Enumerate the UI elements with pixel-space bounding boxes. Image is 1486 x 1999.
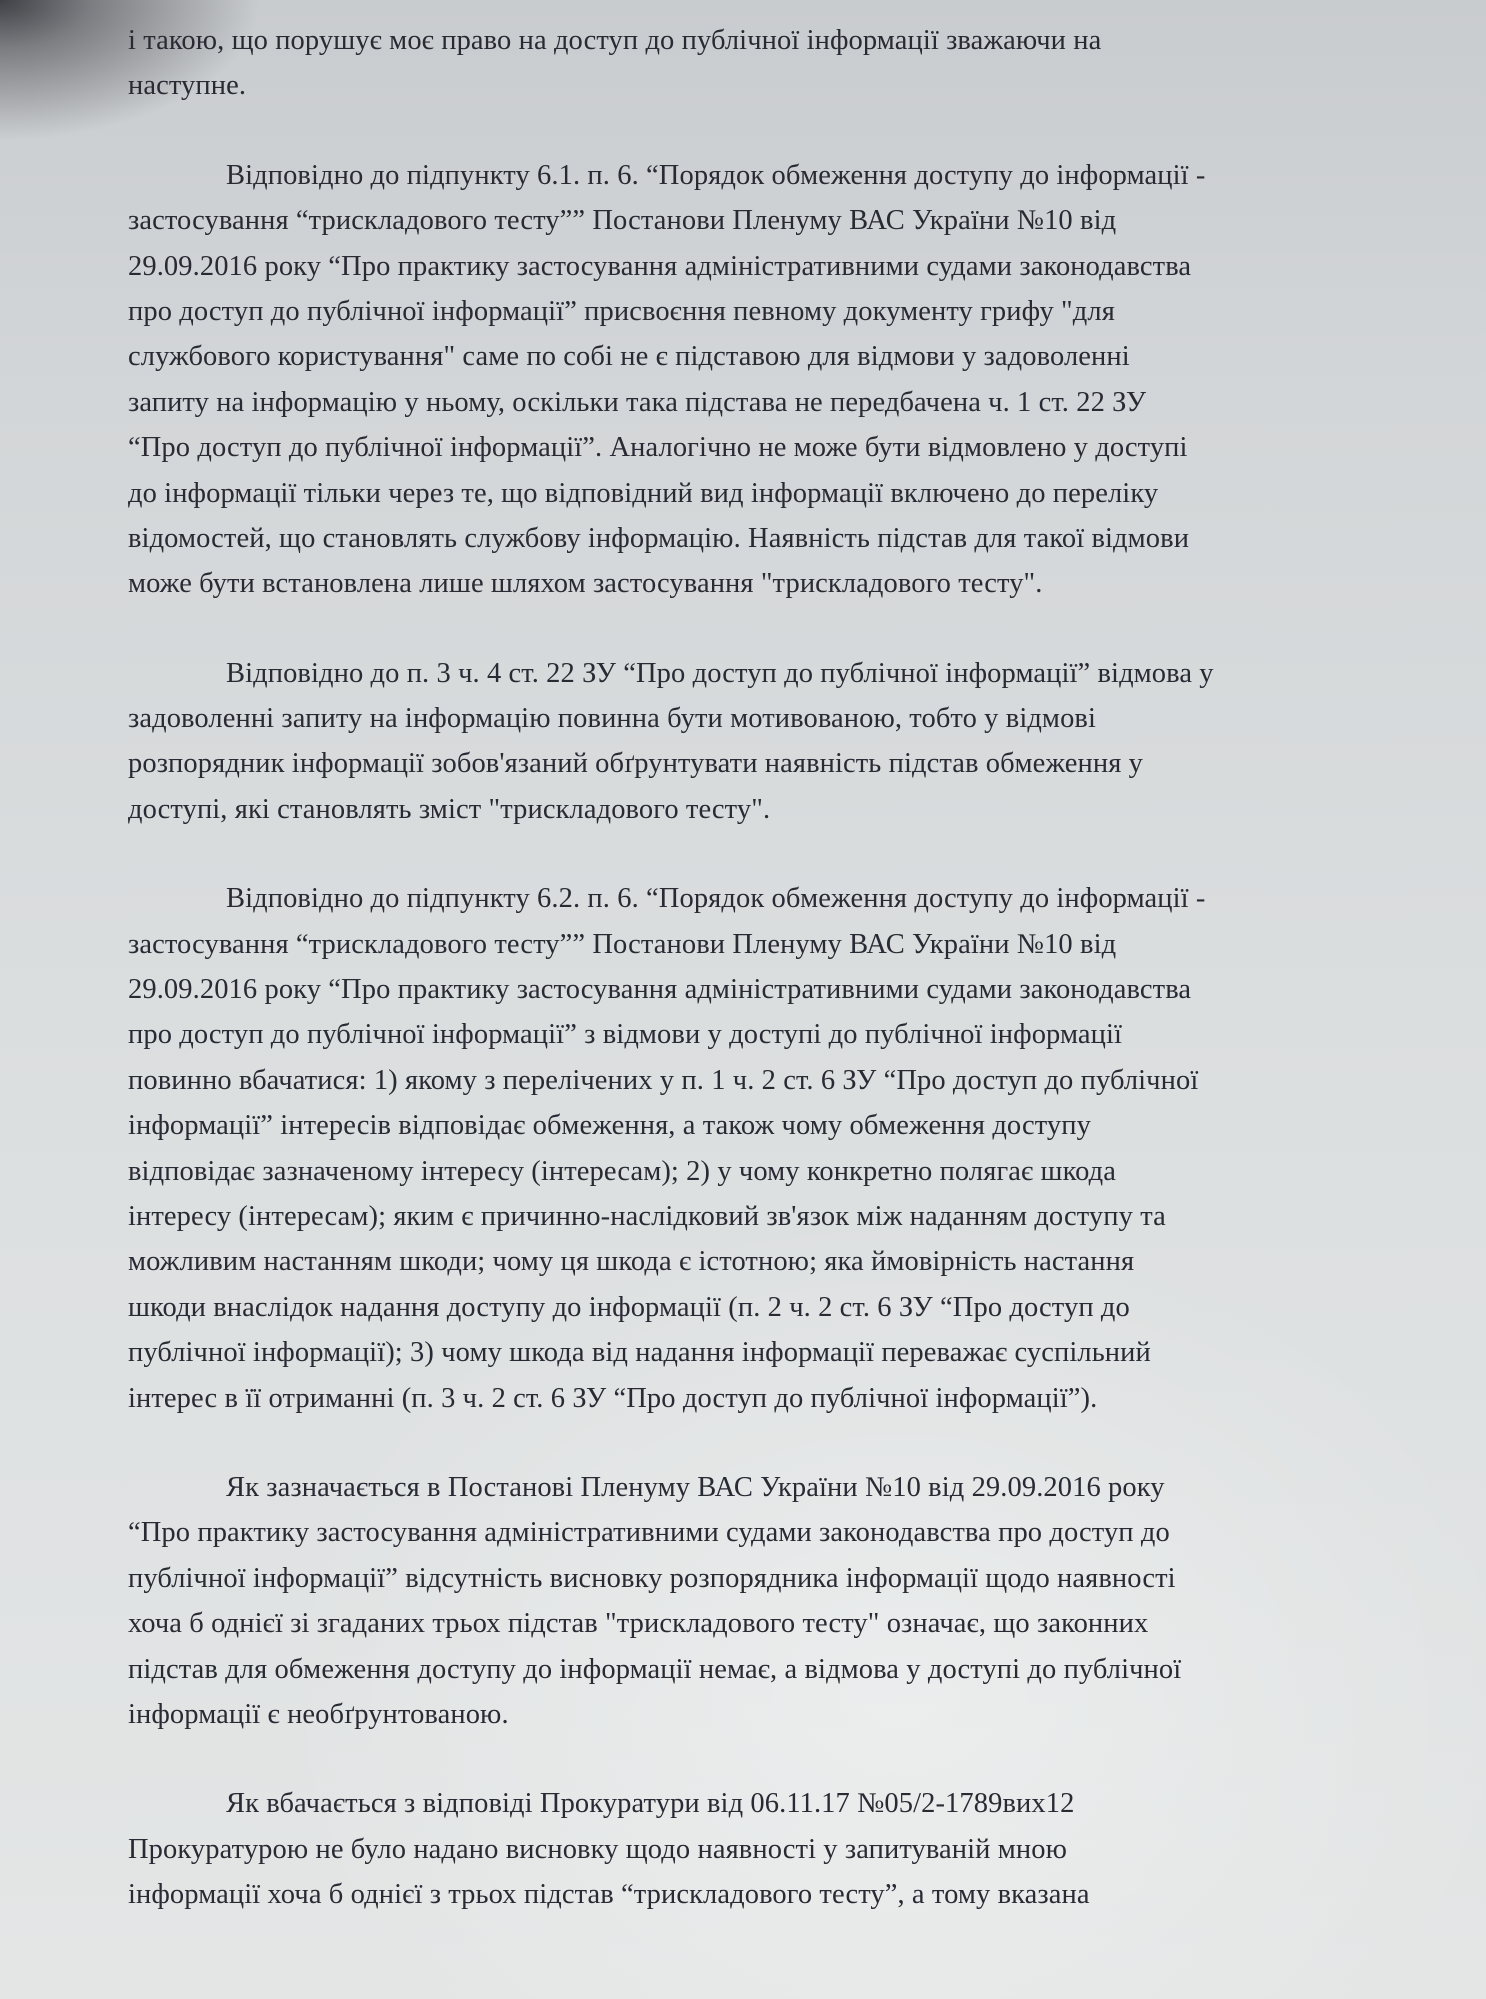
paragraph-2: [128, 153, 1358, 607]
text-line: шкоди внаслідок надання доступу до інформації (п. 2 ч. 2 ст. 6 ЗУ “Про доступ до: [128, 1291, 1130, 1323]
text-line: застосування “трискладового тесту”” Постанови Пленуму ВАС України №10 від: [128, 928, 1117, 960]
text-line: відомостей, що становлять службову інформацію. Наявність підстав для такої відмови: [128, 522, 1190, 554]
text-line: публічної інформації); 3) чому шкода від надання інформації переважає суспільний: [128, 1337, 1151, 1369]
text-line: може бути встановлена лише шляхом застосування "трискладового тесту".: [128, 568, 1043, 600]
text-line: хоча б однієї зі згаданих трьох підстав "трискладового тесту" означає, що законних: [128, 1608, 1149, 1640]
paragraph-gap: [128, 607, 1358, 651]
text-line: Відповідно до підпункту 6.2. п. 6. “Порядок обмеження доступу до інформації -: [226, 883, 1206, 915]
text-line: розпорядник інформації зобов'язаний обґрунтувати наявність підстав обмеження у: [128, 748, 1143, 780]
paragraph-gap: [128, 109, 1358, 153]
text-line: 29.09.2016 року “Про практику застосування адміністративними судами законодавства: [128, 250, 1192, 282]
text-line: і такою, що порушує моє право на доступ до публічної інформації зважаючи на: [128, 25, 1102, 56]
text-line: наступне.: [128, 70, 247, 102]
text-line: інформації є необґрунтованою.: [128, 1698, 509, 1730]
text-line: інформації хоча б однієї з трьох підстав “трискладового тесту”, а тому вказана: [128, 1879, 1090, 1911]
text-line: запиту на інформацію у ньому, оскільки така підстава не передбачена ч. 1 ст. 22 ЗУ: [128, 386, 1147, 418]
text-line: інтересу (інтересам); яким є причинно-наслідковий зв'язок між наданням доступу та: [128, 1200, 1166, 1232]
paragraph-4: [128, 876, 1358, 1421]
text-line: застосування “трискладового тесту”” Постанови Пленуму ВАС України №10 від: [128, 205, 1117, 237]
document-text: [128, 18, 1358, 1917]
paragraph-gap: [128, 832, 1358, 876]
text-line: підстав для обмеження доступу до інформації немає, а відмова у доступі до публічної: [128, 1653, 1182, 1685]
text-line: Прокуратурою не було надано висновку щодо наявності у запитуваній мною: [128, 1833, 1067, 1865]
text-line: інформації” інтересів відповідає обмеження, а також чому обмеження доступу: [128, 1110, 1091, 1142]
text-line: Відповідно до п. 3 ч. 4 ст. 22 ЗУ “Про доступ до публічної інформації” відмова у: [226, 657, 1214, 689]
text-line: до інформації тільки через те, що відповідний вид інформації включено до переліку: [128, 477, 1159, 509]
text-line: 29.09.2016 року “Про практику застосування адміністративними судами законодавства: [128, 974, 1192, 1006]
text-line: Відповідно до підпункту 6.1. п. 6. “Порядок обмеження доступу до інформації -: [226, 159, 1206, 191]
text-line: про доступ до публічної інформації” з відмови у доступі до публічної інформації: [128, 1019, 1123, 1051]
text-line: відповідає зазначеному інтересу (інтересам); 2) у чому конкретно полягає шкода: [128, 1155, 1116, 1187]
text-line: Як зазначається в Постанові Пленуму ВАС України №10 від 29.09.2016 року: [226, 1471, 1165, 1503]
paragraph-5: [128, 1465, 1358, 1737]
paragraph-gap: [128, 1421, 1358, 1465]
paragraph-6: [128, 1781, 1358, 1917]
text-line: інтерес в її отриманні (п. 3 ч. 2 ст. 6 ЗУ “Про доступ до публічної інформації”).: [128, 1382, 1098, 1414]
text-line: задоволенні запиту на інформацію повинна бути мотивованою, тобто у відмові: [128, 703, 1096, 735]
paragraph-1: [128, 18, 1358, 109]
text-line: можливим настанням шкоди; чому ця шкода є істотною; яка ймовірність настання: [128, 1246, 1135, 1278]
paragraph-3: [128, 651, 1358, 833]
text-line: публічної інформації” відсутність висновку розпорядника інформації щодо наявності: [128, 1562, 1176, 1594]
text-line: “Про практику застосування адміністративними судами законодавства про доступ до: [128, 1517, 1170, 1549]
text-line: “Про доступ до публічної інформації”. Аналогічно не може бути відмовлено у доступі: [128, 432, 1188, 464]
text-line: службового користування" саме по собі не є підставою для відмови у задоволенні: [128, 341, 1130, 373]
text-line: про доступ до публічної інформації” присвоєння певному документу грифу "для: [128, 295, 1115, 327]
text-line: Як вбачається з відповіді Прокуратури від 06.11.17 №05/2-1789вих12: [226, 1788, 1075, 1820]
text-line: доступі, які становлять зміст "трискладового тесту".: [128, 793, 771, 825]
text-line: повинно вбачатися: 1) якому з перелічених у п. 1 ч. 2 ст. 6 ЗУ “Про доступ до публічної: [128, 1064, 1199, 1096]
paragraph-gap: [128, 1737, 1358, 1781]
